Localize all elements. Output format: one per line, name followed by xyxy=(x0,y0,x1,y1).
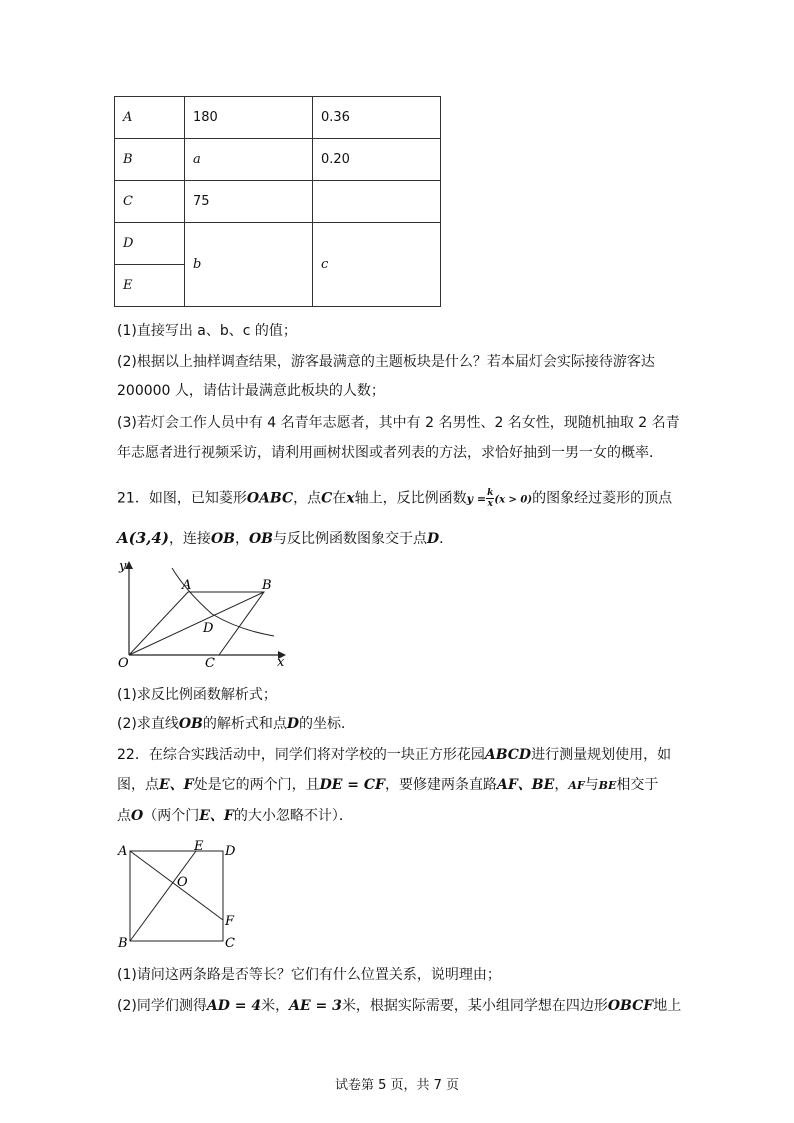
q21-line2: A(3,4)，连接OB，OB与反比例函数图象交于点D． xyxy=(117,529,454,547)
table-row xyxy=(115,139,441,181)
q21-part2: (2)求直线OB的解析式和点D的坐标． xyxy=(117,716,356,732)
q21-part1: (1)求反比例函数解析式； xyxy=(117,687,277,703)
q20-part2-line1: (2)根据以上抽样调查结果，游客最满意的主题板块是什么？若本届灯会实际接待游客达 xyxy=(117,354,655,370)
x-axis-label: x xyxy=(277,655,285,670)
rhombus-figure xyxy=(114,556,294,671)
q22-line2: 图，点E、F处是它的两个门，且DE = CF，要修建两条直路AF、BE，AF与BE相交于 xyxy=(117,777,659,793)
table-row xyxy=(115,97,441,139)
table-cell: B xyxy=(115,139,185,181)
point-B-label: B xyxy=(118,936,128,950)
point-E-label: E xyxy=(194,839,204,854)
point-C-label: C xyxy=(205,656,215,671)
point-D-label: D xyxy=(225,844,236,859)
square-figure xyxy=(114,838,244,950)
table-cell: a xyxy=(185,139,313,181)
point-C-label: C xyxy=(225,936,235,950)
point-D-label: D xyxy=(203,621,214,636)
q20-part1: (1)直接写出 a、b、c 的值； xyxy=(117,323,297,339)
function-fraction: $\frac{k}{x}$ xyxy=(487,488,494,509)
table-cell: 0.36 xyxy=(313,97,441,139)
y-axis-label: y xyxy=(119,559,127,574)
table-cell: c xyxy=(313,223,441,307)
table-cell: 75 xyxy=(185,181,313,223)
frequency-table xyxy=(114,96,441,307)
q22-line3: 点O（两个门E、F的大小忽略不计）． xyxy=(117,808,353,824)
point-F-label: F xyxy=(225,914,235,929)
page-footer: 试卷第 5 页，共 7 页 xyxy=(334,1078,460,1093)
point-A-label: A xyxy=(118,844,128,859)
q20-part3-line1: (3)若灯会工作人员中有 4 名青年志愿者，其中有 2 名男性、2 名女性，现随机抽取 2 名青 xyxy=(117,415,680,431)
table-row xyxy=(115,223,441,265)
table-cell: D xyxy=(115,223,185,265)
q22-part2: (2)同学们测得AD = 4米，AE = 3米，根据实际需要，某小组同学想在四边形OBCF地上 xyxy=(117,998,682,1014)
table-cell xyxy=(313,181,441,223)
point-O-label: O xyxy=(177,875,188,890)
table-cell: E xyxy=(115,265,185,307)
point-O-label: O xyxy=(118,656,129,671)
point-A-label: A xyxy=(182,578,192,593)
table-cell: b xyxy=(185,223,313,307)
table-cell: A xyxy=(115,97,185,139)
q22-line1: 22．在综合实践活动中，同学们将对学校的一块正方形花园ABCD进行测量规划使用，如 xyxy=(117,747,672,763)
table-cell: 180 xyxy=(185,97,313,139)
table-cell: C xyxy=(115,181,185,223)
q20-part2-line2: 200000 人，请估计最满意此板块的人数； xyxy=(117,383,385,399)
q22-part1: (1)请问这两条路是否等长？它们有什么位置关系，说明理由； xyxy=(117,967,501,983)
q21-line1: 21．如图，已知菱形OABC，点C在x轴上，反比例函数y = $\frac{k}{x}$ (x > 0)的图象经过菱形的顶点 xyxy=(117,488,673,509)
table-row xyxy=(115,181,441,223)
q20-part3-line2: 年志愿者进行视频采访，请利用画树状图或者列表的方法，求恰好抽到一男一女的概率． xyxy=(117,445,663,461)
table-cell: 0.20 xyxy=(313,139,441,181)
point-B-label: B xyxy=(262,578,272,593)
